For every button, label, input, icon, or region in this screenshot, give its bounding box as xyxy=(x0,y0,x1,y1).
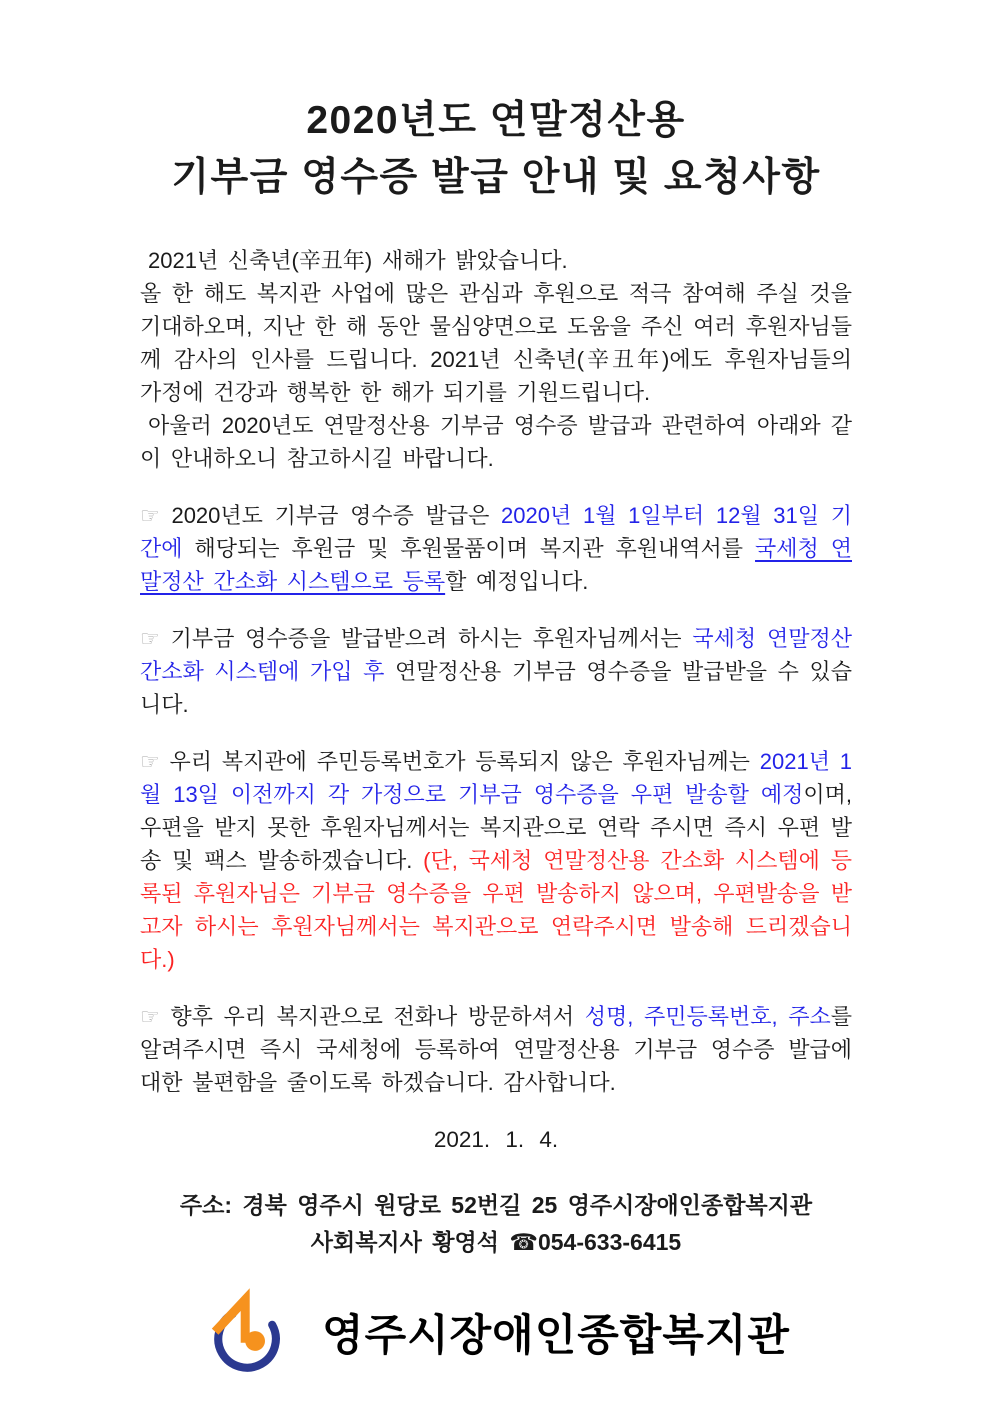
text-run-blue: 2021년 1월 13일 이전까지 각 가정으로 기부금 영수증을 우편 발송할 예정 xyxy=(140,749,852,807)
org-signature xyxy=(140,1287,852,1377)
pointing-hand-bullet-icon: ☞ xyxy=(140,503,172,528)
bullet-registration-request xyxy=(140,1000,852,1099)
pointing-hand-bullet-icon: ☞ xyxy=(140,749,170,774)
pointing-hand-bullet-icon: ☞ xyxy=(140,626,171,651)
org-name: 영주시장애인종합복지관 xyxy=(322,1311,790,1360)
address-line: 주소: 경북 영주시 원당로 52번길 25 영주시장애인종합복지관 xyxy=(179,1192,813,1218)
text-run-text: 우리 복지관에 주민등록번호가 등록되지 않은 후원자님께는 xyxy=(169,749,760,774)
document-body xyxy=(140,244,852,1099)
pointing-hand-bullet-icon: ☞ xyxy=(140,1004,171,1029)
intro-paragraph xyxy=(140,409,852,475)
date-line: 2021. 1. 4. xyxy=(433,1127,559,1152)
text-run-text: 를 알려주시면 즉시 국세청에 등록하여 연말정산용 기부금 영수증 발급에 대한 불편함을 줄이도록 하겠습니다. 감사합니다. xyxy=(140,1004,852,1095)
text-run-blue: 국세청 연말정산 간소화 시스템으로 등록 xyxy=(140,536,852,594)
bullet-mail-delivery xyxy=(140,745,852,976)
text-run-text: 기부금 영수증을 발급받으려 하시는 후원자님께서는 xyxy=(170,626,693,651)
bullet-issue-period xyxy=(140,499,852,598)
text-run-text: 올 한 해도 복지관 사업에 많은 관심과 후원으로 적극 참여해 주실 것을 기대하오며, 지난 한 해 동안 물심양면으로 도움을 주신 여러 후원자님들께 감사의 인사를 드립니다. 2021년 신축년(辛丑年)에도 후원자님들의 가정에 건강과 행복한 한 해가 되기를 기원드립니다. xyxy=(140,281,852,405)
text-run-blue: 성명, 주민등록번호, 주소 xyxy=(584,1004,831,1029)
title-line-2: 기부금 영수증 발급 안내 및 요청사항 xyxy=(171,156,821,199)
text-run-blue: 국세청 연말정산 간소화 시스템에 가입 후 xyxy=(140,626,852,684)
footer-address-block xyxy=(140,1187,852,1261)
text-run-text: 2021년 신축년(辛丑年) 새해가 밝았습니다. xyxy=(148,248,568,273)
thanks-paragraph xyxy=(140,277,852,409)
document-content xyxy=(140,0,852,1377)
text-run-red: (단, 국세청 연말정산용 간소화 시스템에 등록된 후원자님은 기부금 영수증을 우편 발송하지 않으며, 우편발송을 받고자 하시는 후원자님께서는 복지관으로 연락주시면 발송해 드리겠습니다.) xyxy=(140,848,852,972)
document-title xyxy=(140,92,852,206)
text-run-text: 연말정산용 기부금 영수증을 발급받을 수 있습니다. xyxy=(140,659,852,717)
text-run-text: 2020년도 기부금 영수증 발급은 xyxy=(171,503,502,528)
contact-line: 사회복지사 황영석 ☎054-633-6415 xyxy=(310,1229,682,1255)
text-run-text: 향후 우리 복지관으로 전화나 방문하셔서 xyxy=(170,1004,585,1029)
text-run-text: 할 예정입니다. xyxy=(445,569,589,594)
text-run-text: 해당되는 후원금 및 후원물품이며 복지관 후원내역서를 xyxy=(182,536,756,561)
title-line-1: 2020년도 연말정산용 xyxy=(306,99,686,142)
text-run-text: 이며, 우편을 받지 못한 후원자님께서는 복지관으로 연락 주시면 즉시 우편 발송 및 팩스 발송하겠습니다. xyxy=(140,782,852,873)
org-logo-icon xyxy=(202,1287,292,1377)
greeting-line xyxy=(140,244,852,277)
text-run-text: 아울러 2020년도 연말정산용 기부금 영수증 발급과 관련하여 아래와 같이 안내하오니 참고하시길 바랍니다. xyxy=(140,413,852,471)
text-run-blue: 2020년 1월 1일부터 12월 31일 기간에 xyxy=(140,503,853,561)
bullet-how-to-receive xyxy=(140,622,852,721)
